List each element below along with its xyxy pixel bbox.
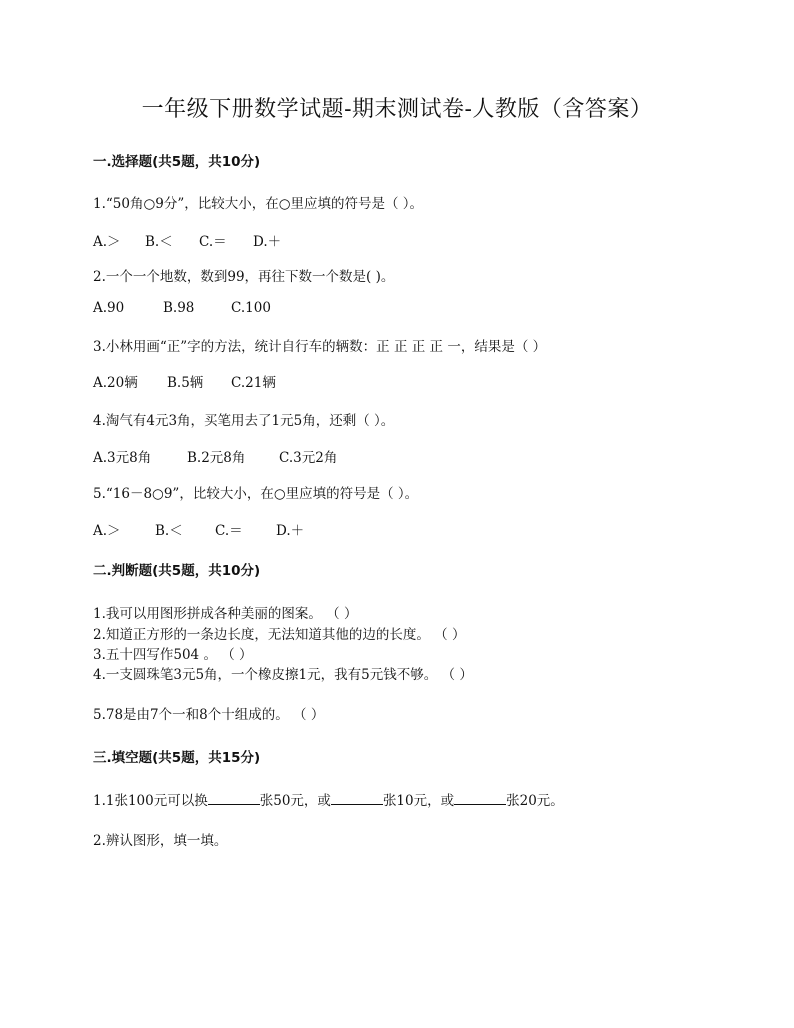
fill-question-2: 2.辨认图形，填一填。	[93, 833, 228, 849]
option: B.＜	[145, 234, 173, 250]
option: A.＞	[93, 523, 121, 539]
judge-item-1: 1.我可以用图形拼成各种美丽的图案。 （ ）	[93, 606, 358, 622]
judge-item-5: 5.78是由7个一和8个十组成的。 （ ）	[93, 707, 325, 723]
choice-options-1	[93, 230, 281, 250]
option: A.20辆	[93, 375, 138, 391]
option: C.100	[231, 300, 271, 316]
judge-item-2: 2.知道正方形的一条边长度，无法知道其他的边的长度。 （ ）	[93, 627, 466, 643]
choice-question-2: 2.一个一个地数，数到99，再往下数一个数是( )。	[93, 269, 395, 285]
judge-item-4: 4.一支圆珠笔3元5角，一个橡皮擦1元，我有5元钱不够。 （ ）	[93, 667, 473, 683]
option: D.＋	[253, 234, 282, 250]
option: A.3元8角	[93, 450, 152, 466]
option: C.＝	[199, 234, 227, 250]
choice-question-5: 5.“16－8○9”，比较大小，在○里应填的符号是（ ）。	[93, 486, 419, 502]
section-heading-choice: 一.选择题(共5题，共10分)	[93, 154, 261, 170]
fill-text: 张50元，或	[259, 793, 331, 809]
option: B.＜	[155, 523, 183, 539]
option: D.＋	[276, 523, 305, 539]
page-title: 一年级下册数学试题-期末测试卷-人教版（含答案）	[141, 97, 653, 122]
choice-question-1: 1.“50角○9分”，比较大小，在○里应填的符号是（ ）。	[93, 196, 424, 212]
answer-blank[interactable]	[454, 792, 506, 805]
fill-text: 张10元，或	[382, 793, 455, 809]
option: C.＝	[215, 523, 243, 539]
choice-options-3	[93, 371, 276, 391]
choice-options-5	[93, 519, 304, 539]
choice-options-4	[93, 446, 337, 466]
judge-item-3: 3.五十四写作504 。 （ ）	[93, 647, 253, 663]
option: B.5辆	[167, 375, 204, 391]
fill-question-1	[93, 789, 564, 809]
option: A.＞	[93, 234, 121, 250]
answer-blank[interactable]	[331, 792, 383, 805]
fill-text: 张20元。	[506, 793, 564, 809]
section-heading-fill: 三.填空题(共5题，共15分)	[93, 750, 261, 766]
fill-text: 1.1张100元可以换	[93, 793, 208, 809]
option: C.21辆	[231, 375, 276, 391]
answer-blank[interactable]	[208, 792, 260, 805]
option: C.3元2角	[279, 450, 338, 466]
option: A.90	[93, 300, 125, 316]
option: B.98	[163, 300, 195, 316]
choice-question-4: 4.淘气有4元3角，买笔用去了1元5角，还剩（ ）。	[93, 413, 395, 429]
option: B.2元8角	[187, 450, 246, 466]
section-heading-judge: 二.判断题(共5题，共10分)	[93, 563, 261, 579]
choice-question-3: 3.小林用画“正”字的方法，统计自行车的辆数：正 正 正 正 一，结果是（ ）	[93, 339, 547, 355]
choice-options-2	[93, 300, 271, 316]
